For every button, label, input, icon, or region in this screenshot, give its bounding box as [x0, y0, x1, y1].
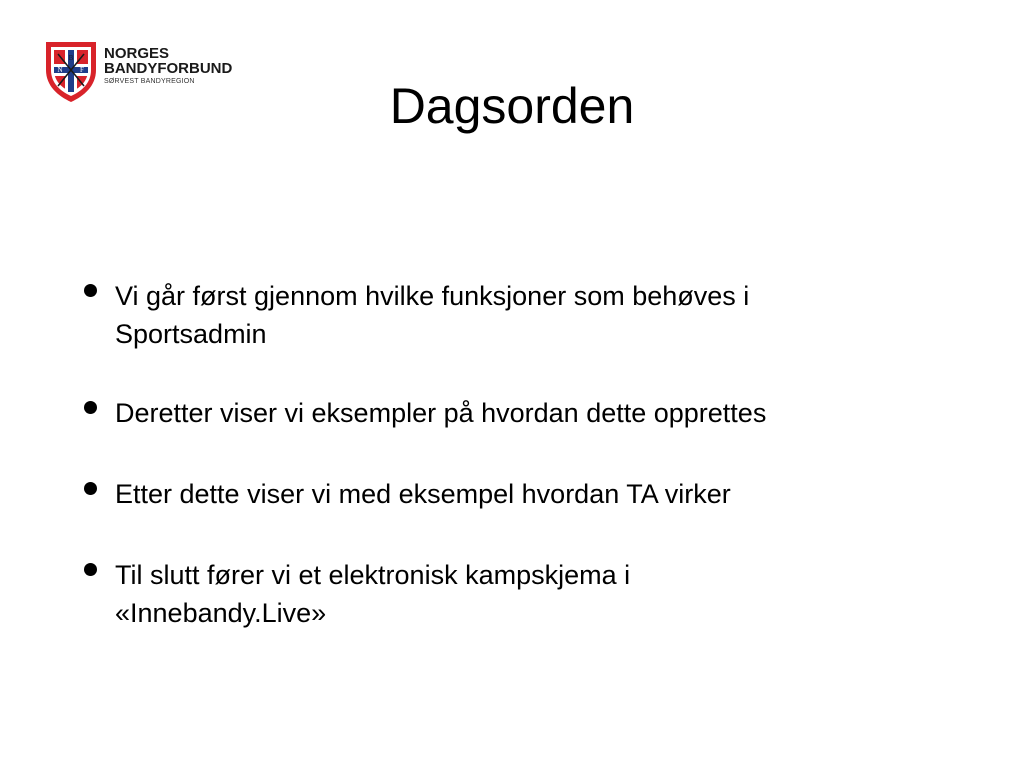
bullet-dot-icon: [84, 563, 97, 576]
bullet-dot-icon: [84, 284, 97, 297]
bullet-dot-icon: [84, 482, 97, 495]
bullet-text: Deretter viser vi eksempler på hvordan dette opprettes: [115, 398, 767, 428]
bullet-text: Etter dette viser vi med eksempel hvordan TA virker: [115, 479, 731, 509]
shield-letter-b: B: [68, 54, 74, 62]
logo-line-norges: NORGES: [104, 45, 170, 62]
shield-letter-n: N: [57, 66, 63, 74]
bullet-dot-icon: [84, 401, 97, 414]
logo-line-bandyforbund: BANDYFORBUND: [104, 60, 233, 77]
shield-letter-f: F: [80, 66, 84, 74]
logo-line-region: SØRVEST BANDYREGION: [104, 78, 195, 85]
bullet-text: Vi går først gjennom hvilke funksjoner som behøves i Sportsadmin: [115, 281, 750, 349]
page-title: Dagsorden: [389, 78, 635, 134]
bullet-text: Til slutt fører vi et elektronisk kampskjema i «Innebandy.Live»: [115, 560, 631, 628]
